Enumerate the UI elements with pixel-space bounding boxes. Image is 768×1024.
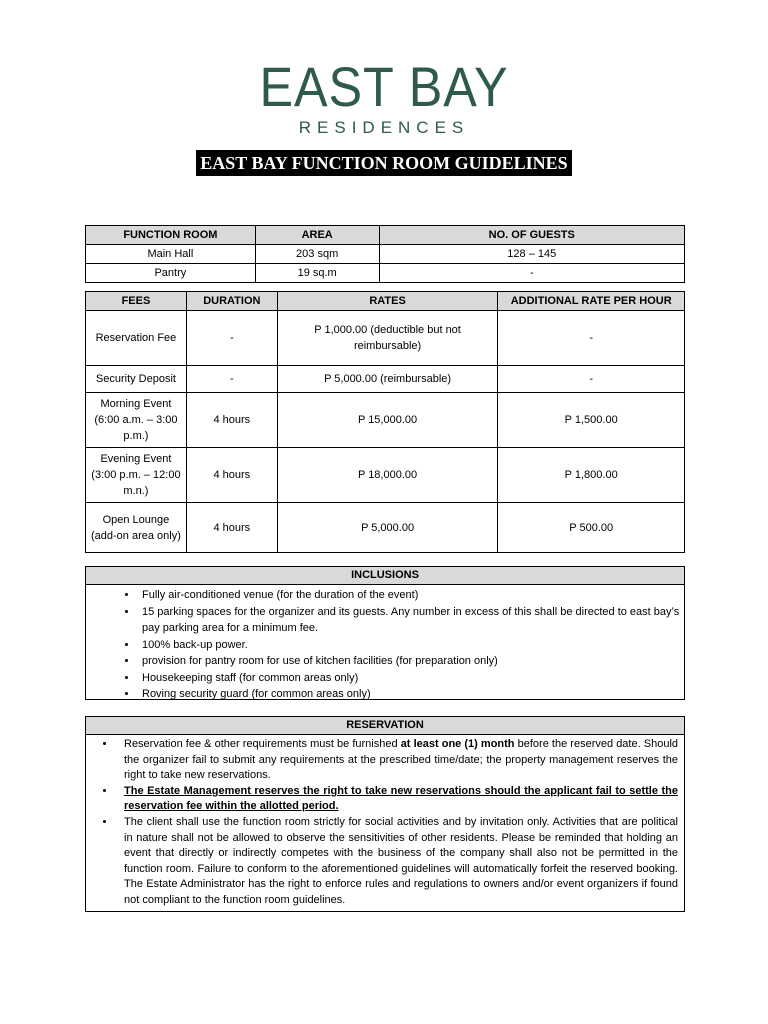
list-item: • The client shall use the function room strictly for social activities and by invitation only. Activities that are political in nature shall not be allowed to observe the sensitivities of other residents. Please be reminded that holding an event that directly or indirectly competes with the business of the company shall also not be permitted in the function room. Failure to conform to the aforementioned guidelines will automatically forfeit the reserved booking. The Estate Administrator has the right to enforce rules and regulations to owners and/or event organizers if found not compliant to the function room guidelines. xyxy=(116,815,678,909)
table-header: RATES xyxy=(277,292,498,311)
list-item: • Housekeeping staff (for common areas only) xyxy=(138,670,684,687)
underlined-notice: The Estate Management reserves the right to take new reservations should the applicant fail to settle the reservation fee within the allotted period. xyxy=(124,784,678,813)
table-cell: 4 hours xyxy=(186,393,277,448)
reservation-heading: RESERVATION xyxy=(86,717,684,735)
table-header: FEES xyxy=(86,292,187,311)
table-cell: 203 sqm xyxy=(255,245,379,264)
list-item: • provision for pantry room for use of kitchen facilities (for preparation only) xyxy=(138,653,684,670)
table-row xyxy=(86,366,685,393)
rooms-table xyxy=(85,225,685,283)
table-cell: P 1,800.00 xyxy=(498,448,685,503)
inclusions-section xyxy=(85,566,685,700)
bold-text: at least one (1) month xyxy=(400,738,515,750)
table-header: FUNCTION ROOM xyxy=(86,226,256,245)
table-row xyxy=(86,245,685,264)
page-title: EAST BAY FUNCTION ROOM GUIDELINES xyxy=(196,150,571,176)
table-cell: - xyxy=(498,366,685,393)
table-row xyxy=(86,264,685,283)
table-row xyxy=(86,311,685,366)
logo-main-text: EAST BAY xyxy=(259,55,509,118)
table-header: NO. OF GUESTS xyxy=(379,226,684,245)
table-cell: - xyxy=(186,311,277,366)
reservation-list xyxy=(86,737,678,909)
table-cell: P 18,000.00 xyxy=(277,448,498,503)
table-header: AREA xyxy=(255,226,379,245)
list-item: • 15 parking spaces for the organizer and its guests. Any number in excess of this shall be directed to east bay’s pay parking area for a minimum fee. xyxy=(138,604,684,637)
text-segment: Reservation fee & other requirements must be furnished xyxy=(124,738,401,750)
list-item: • 100% back-up power. xyxy=(138,637,684,654)
table-cell: Reservation Fee xyxy=(86,311,187,366)
table-cell: - xyxy=(379,264,684,283)
table-cell: Evening Event (3:00 p.m. – 12:00 m.n.) xyxy=(86,448,187,503)
table-cell: 4 hours xyxy=(186,503,277,553)
table-cell: P 5,000.00 xyxy=(277,503,498,553)
table-cell: P 1,500.00 xyxy=(498,393,685,448)
inclusions-heading: INCLUSIONS xyxy=(86,567,684,585)
table-cell: Main Hall xyxy=(86,245,256,264)
text-segment: before the reserved date. Should the organizer fail to submit any requirements at the prescribed time/date; the property management reserves the right to take new reservations. xyxy=(124,738,679,782)
table-cell: P 5,000.00 (reimbursable) xyxy=(277,366,498,393)
table-cell: P 15,000.00 xyxy=(277,393,498,448)
list-item xyxy=(116,737,678,784)
table-header: ADDITIONAL RATE PER HOUR xyxy=(498,292,685,311)
table-row xyxy=(86,448,685,503)
reservation-section xyxy=(85,716,685,912)
table-cell: 19 sq.m xyxy=(255,264,379,283)
table-cell: Security Deposit xyxy=(86,366,187,393)
table-cell: Pantry xyxy=(86,264,256,283)
list-item: • Fully air-conditioned venue (for the duration of the event) xyxy=(138,587,684,604)
logo xyxy=(0,55,768,138)
table-header: DURATION xyxy=(186,292,277,311)
table-cell: 128 – 145 xyxy=(379,245,684,264)
table-row xyxy=(86,393,685,448)
list-item: • Roving security guard (for common areas only) xyxy=(138,686,684,703)
table-cell: P 500.00 xyxy=(498,503,685,553)
list-item xyxy=(116,784,678,815)
table-cell: - xyxy=(186,366,277,393)
table-cell: - xyxy=(498,311,685,366)
inclusions-list xyxy=(86,587,684,703)
table-cell: Open Lounge (add-on area only) xyxy=(86,503,187,553)
table-header-row xyxy=(86,292,685,311)
table-row xyxy=(86,503,685,553)
fees-table xyxy=(85,291,685,553)
table-cell: P 1,000.00 (deductible but not reimbursable) xyxy=(277,311,498,366)
table-header-row xyxy=(86,226,685,245)
table-cell: 4 hours xyxy=(186,448,277,503)
table-cell: Morning Event (6:00 a.m. – 3:00 p.m.) xyxy=(86,393,187,448)
logo-sub-text: RESIDENCES xyxy=(298,118,470,137)
